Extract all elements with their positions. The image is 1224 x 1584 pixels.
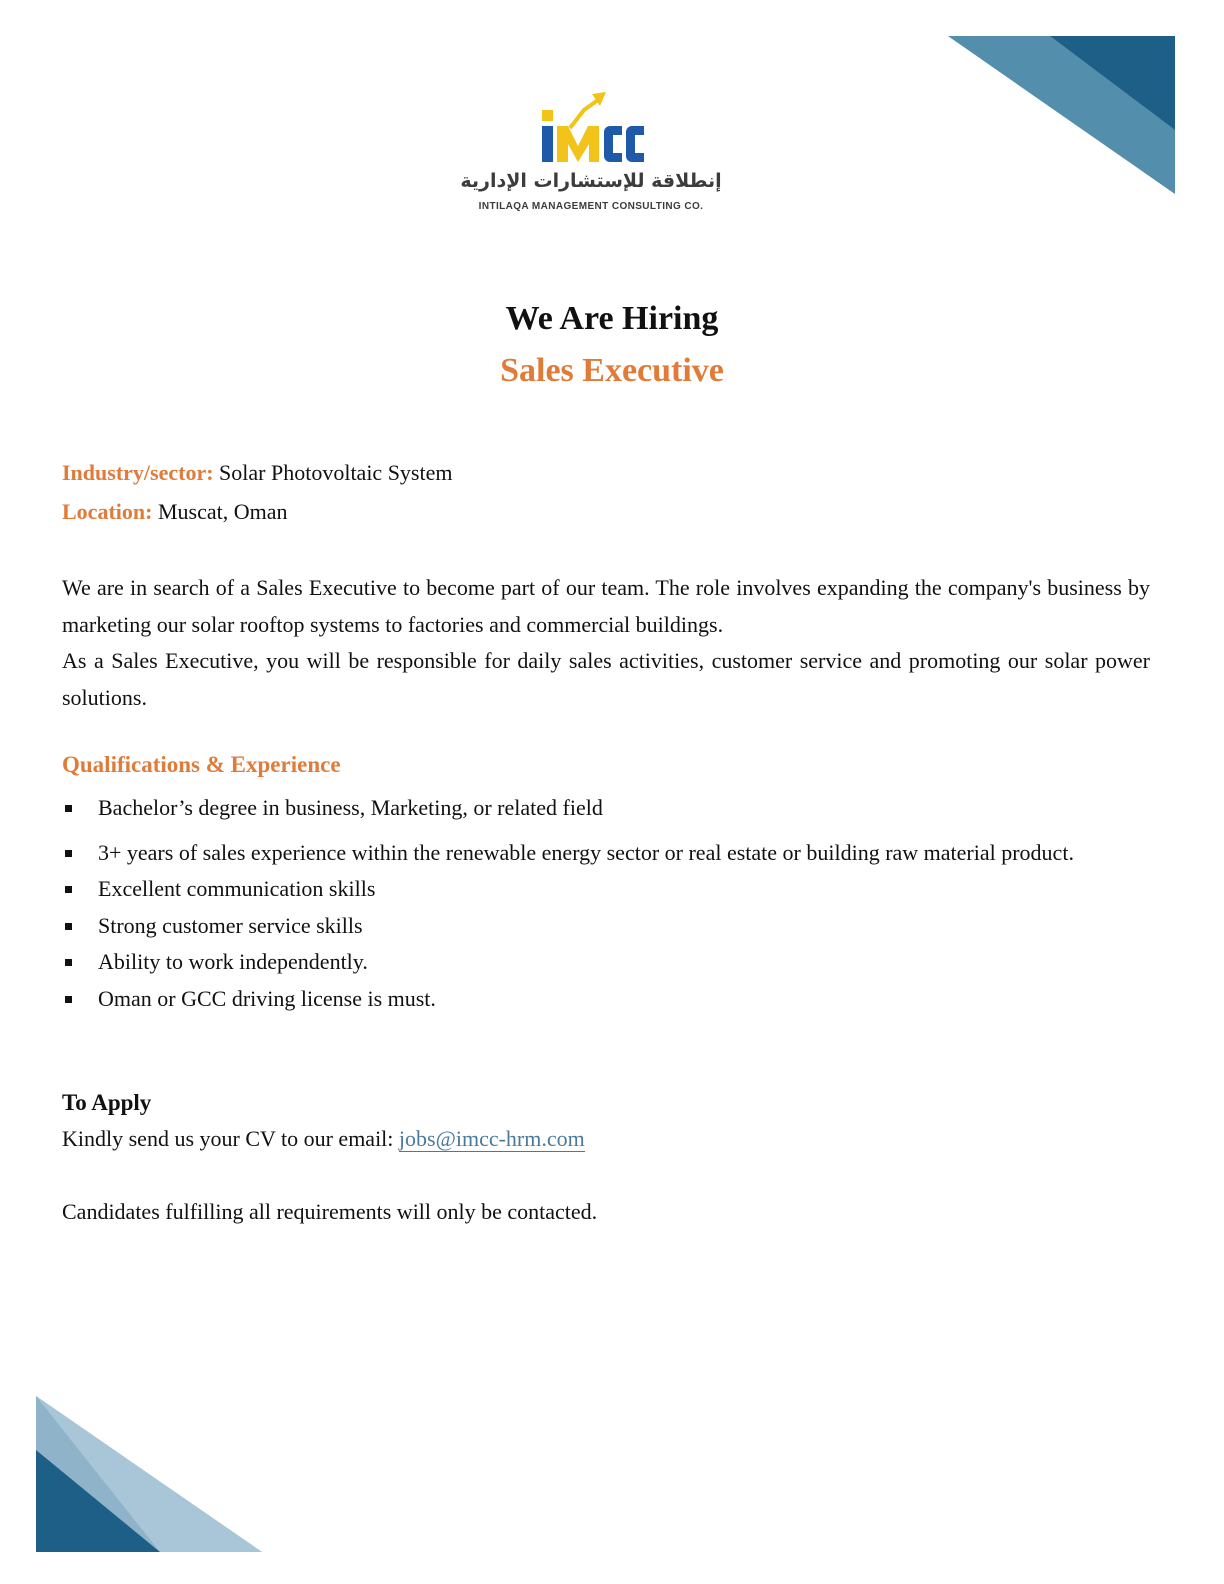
logo-arabic-name: إنطلاقة للإستشارات الإدارية <box>460 170 722 192</box>
list-item: Strong customer service skills <box>62 908 1150 945</box>
job-title: Sales Executive <box>500 352 724 389</box>
list-item: Oman or GCC driving license is must. <box>62 981 1150 1018</box>
apply-instructions <box>62 1126 585 1152</box>
description-paragraph: As a Sales Executive, you will be responsible for daily sales activities, customer service and promoting our solar power solutions. <box>62 648 1150 710</box>
imcc-logo-mark <box>540 88 650 168</box>
location-label: Location: <box>62 499 153 524</box>
closing-note: Candidates fulfilling all requirements will only be contacted. <box>62 1199 598 1224</box>
apply-title: To Apply <box>62 1090 152 1115</box>
list-item: Bachelor’s degree in business, Marketing, or related field <box>62 790 1150 827</box>
list-item: 3+ years of sales experience within the renewable energy sector or real estate or building raw material product. <box>62 835 1150 872</box>
industry-label: Industry/sector: <box>62 460 214 485</box>
bullet-icon <box>65 959 72 966</box>
bullet-icon <box>65 996 72 1003</box>
location-row <box>62 499 287 525</box>
job-description <box>62 570 1150 716</box>
list-item: Excellent communication skills <box>62 871 1150 908</box>
logo-english-name: INTILAQA MANAGEMENT CONSULTING CO. <box>478 201 704 212</box>
corner-decoration-top-right <box>940 30 1180 200</box>
page-headline: We Are Hiring <box>505 300 719 337</box>
industry-row <box>62 460 453 486</box>
industry-value: Solar Photovoltaic System <box>219 460 453 485</box>
company-logo <box>460 88 730 218</box>
qualifications-list <box>62 790 1150 1017</box>
bullet-icon <box>65 805 72 812</box>
bullet-icon <box>65 886 72 893</box>
qualifications-title: Qualifications & Experience <box>62 752 341 777</box>
email-link[interactable]: jobs@imcc-hrm.com <box>398 1126 585 1151</box>
bullet-icon <box>65 850 72 857</box>
location-value: Muscat, Oman <box>157 499 288 524</box>
bullet-icon <box>65 923 72 930</box>
list-item: Ability to work independently. <box>62 944 1150 981</box>
corner-decoration-bottom-left <box>30 1390 270 1560</box>
description-paragraph: We are in search of a Sales Executive to become part of our team. The role involves expanding the company's business by marketing our solar rooftop systems to factories and commercial buildings. <box>62 575 1150 637</box>
apply-text: Kindly send us your CV to our email: <box>62 1126 394 1151</box>
